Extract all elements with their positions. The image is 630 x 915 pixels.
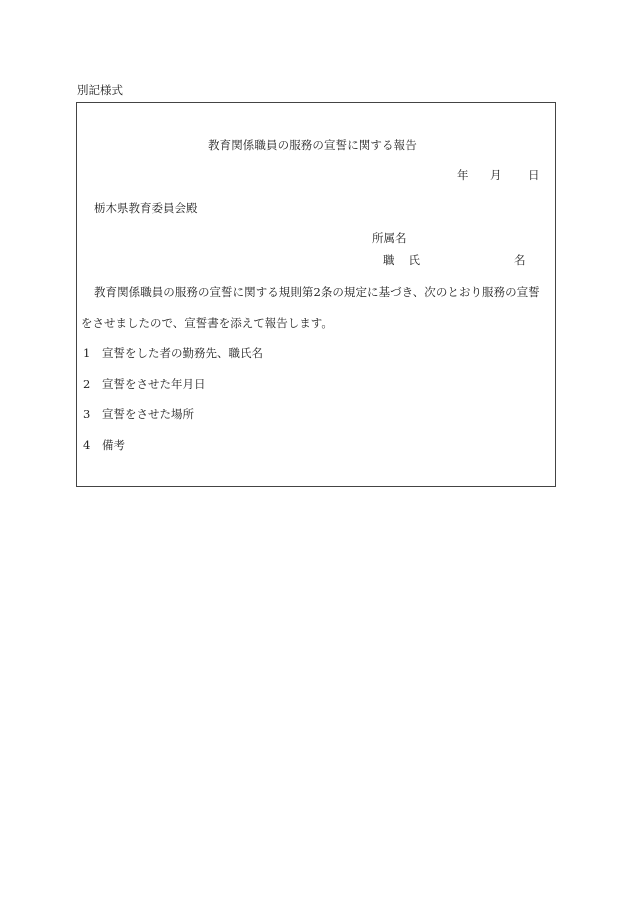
item-text-1: 宣誓をした者の勤務先、職氏名 <box>102 346 263 360</box>
addressee: 栃木県教育委員会殿 <box>94 201 198 215</box>
item-number-2: 2 <box>83 377 91 391</box>
item-text-3: 宣誓をさせた場所 <box>102 407 194 421</box>
affiliation-label: 所属名 <box>372 231 407 245</box>
form-label: 別記様式 <box>77 83 123 97</box>
date-month-label: 月 <box>490 168 502 182</box>
item-text-4: 備考 <box>102 438 125 452</box>
item-number-1: 1 <box>83 346 91 360</box>
position-name-label: 職氏 <box>383 253 434 267</box>
body-text-line-1: 教育関係職員の服務の宣誓に関する規則第2条の規定に基づき、次のとおり服務の宣誓 <box>94 285 540 299</box>
item-text-2: 宣誓をさせた年月日 <box>102 377 206 391</box>
body-text-line-2: をさせましたので、宣誓書を添えて報告します。 <box>81 316 333 330</box>
document-title: 教育関係職員の服務の宣誓に関する報告 <box>208 138 417 152</box>
item-number-3: 3 <box>83 407 91 421</box>
date-day-label: 日 <box>528 168 540 182</box>
name-suffix: 名 <box>514 253 526 267</box>
item-number-4: 4 <box>83 438 91 452</box>
date-year-label: 年 <box>457 168 469 182</box>
